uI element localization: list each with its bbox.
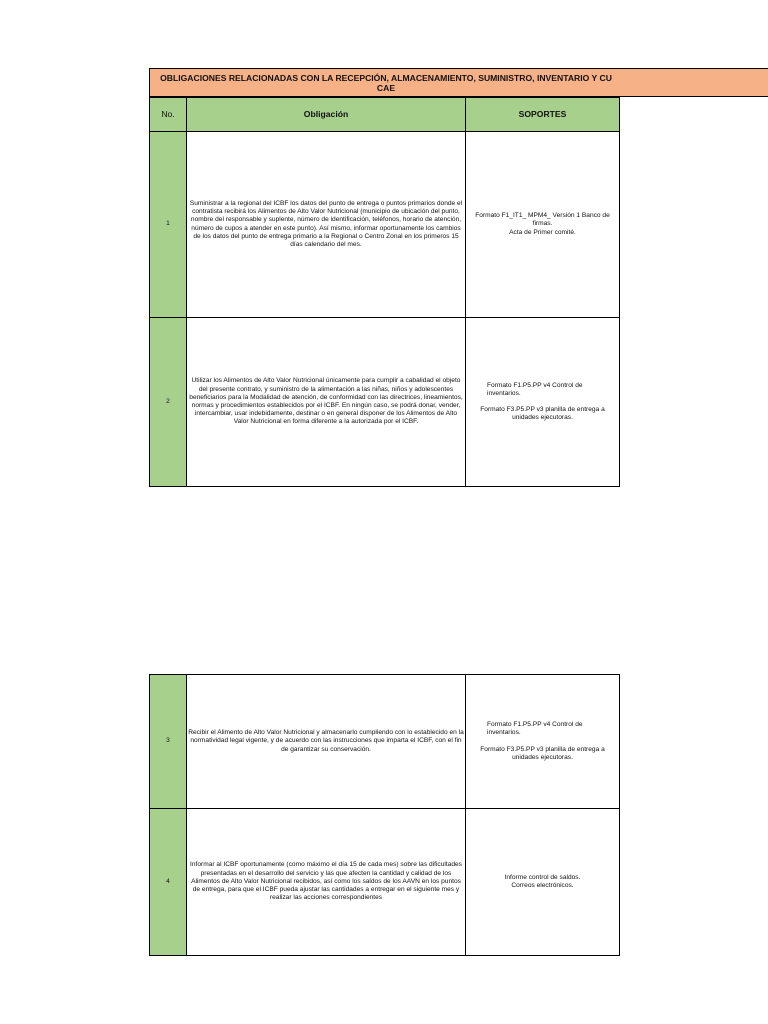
- support-line: Formato F3.P5.PP v3 planilla de entrega a unidades ejecutoras.: [480, 745, 605, 761]
- table-title-banner: [149, 68, 768, 97]
- obligations-table-page2: [149, 674, 620, 956]
- obligation-text: Suministrar a la regional del ICBF los datos del punto de entrega o puntos primarios donde el contratista recibirá los Alimentos de Alto Valor Nutricional (municipio de ubicación del punto, nombre del responsable y suplente, número de identificación, teléfonos, horario de atención, número de cupos a atender en este punto). Así mismo, informar oportunamente los cambios de los datos del punto de entrega primario a la Regional o Centro Zonal en los primeros 15 días calendario del mes.: [187, 132, 466, 318]
- row-number: 3: [150, 675, 187, 809]
- header-no: No.: [150, 98, 187, 132]
- support-line: Formato F1.P5.PP v4 Control de inventarios.: [487, 721, 583, 737]
- supports-cell: [466, 132, 620, 318]
- support-line: Informe control de saldos.: [504, 873, 581, 881]
- table-title-line1: OBLIGACIONES RELACIONADAS CON LA RECEPCIÓN, ALMACENAMIENTO, SUMINISTRO, INVENTARIO Y CU: [160, 72, 612, 83]
- support-line: Formato F1.P5.PP v4 Control de inventarios.: [487, 381, 583, 397]
- obligations-table-page1: [149, 97, 620, 487]
- supports-cell: [466, 809, 620, 956]
- table-row: [150, 132, 620, 318]
- obligation-text: Utilizar los Alimentos de Alto Valor Nutricional únicamente para cumplir a cabalidad el objeto del presente contrato, y suministro de la alimentación a las niñas, niños y adolescentes beneficiarios para la Modalidad de atención, de conformidad con las directrices, lineamientos, normas y procedimientos establecidos por el ICBF. En ningún caso, se podrá donar, vender, intercambiar, usar indebidamente, destinar o en general disponer de los Alimentos de Alto Valor Nutricional en forma diferente a la autorizada por el ICBF.: [187, 318, 466, 487]
- header-obligacion: Obligación: [187, 98, 466, 132]
- supports-cell: [466, 675, 620, 809]
- table-row: [150, 809, 620, 956]
- support-line: Formato F3.P5.PP v3 planilla de entrega a unidades ejecutoras.: [480, 406, 605, 422]
- obligation-text: Informar al ICBF oportunamente (como máximo el día 15 de cada mes) sobre las dificultades presentadas en el desarrollo del servicio y las que afecten la cantidad y calidad de los Alimentos de Alto Valor Nutricional recibidos, así como los saldos de los AAVN en los puntos de entrega, para que el ICBF pueda ajustar las cantidades a entregar en el siguiente mes y realizar las acciones correspondientes: [187, 809, 466, 956]
- row-number: 1: [150, 132, 187, 318]
- supports-cell: [466, 318, 620, 487]
- row-number: 2: [150, 318, 187, 487]
- header-soportes: SOPORTES: [466, 98, 620, 132]
- table-row: [150, 675, 620, 809]
- row-number: 4: [150, 809, 187, 956]
- support-line: Correos electrónicos.: [511, 882, 574, 889]
- table-title: [150, 69, 621, 96]
- support-line: Acta de Primer comité.: [509, 228, 576, 236]
- support-line: Formato F1_IT1_ MPM4_ Versión 1 Banco de firmas.: [475, 212, 610, 228]
- obligation-text: Recibir el Alimento de Alto Valor Nutricional y almacenarlo cumpliendo con lo establecido en la normatividad legal vigente, y de acuerdo con las instrucciones que imparta el ICBF, con el fin de garantizar su conservación.: [187, 675, 466, 809]
- table-row: [150, 318, 620, 487]
- table-title-line2: CAE: [376, 82, 396, 93]
- header-row: [150, 98, 620, 132]
